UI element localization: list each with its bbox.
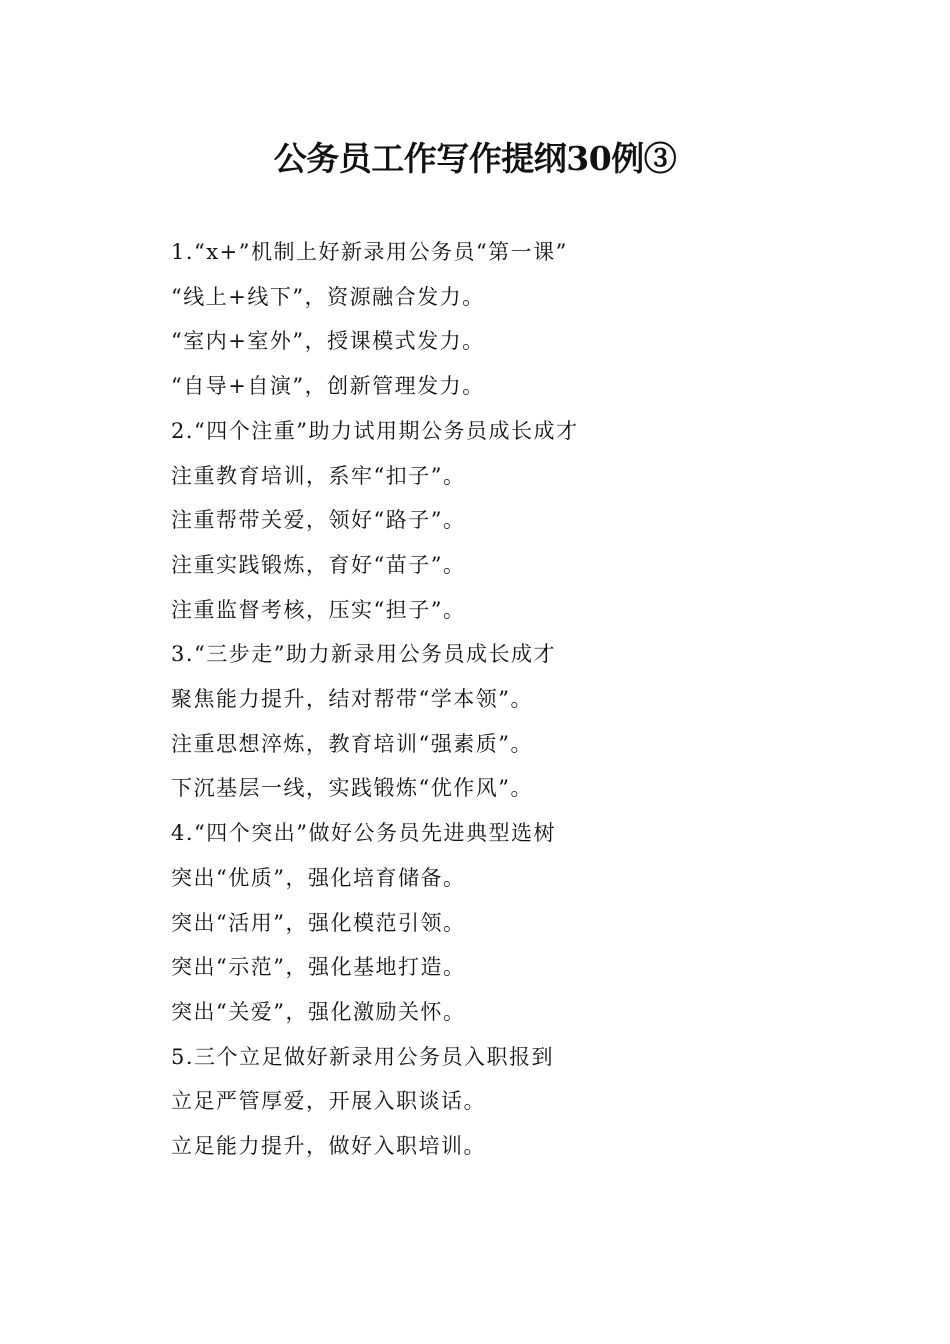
text-line: 注重教育培训，系牢“扣子”。 — [171, 463, 466, 488]
text-line: 下沉基层一线，实践锻炼“优作风”。 — [171, 776, 533, 801]
text-line: 突出“优质”，强化培育储备。 — [171, 865, 466, 890]
heading-line: 5.三个立足做好新录用公务员入职报到 — [171, 1044, 555, 1069]
document-title: 公务员工作写作提纲30例③ — [273, 139, 677, 178]
heading-line: 1.“x+”机制上好新录用公务员“第一课” — [171, 240, 568, 264]
text-line: 注重思想淬炼，教育培训“强素质”。 — [171, 731, 533, 756]
text-line: 突出“示范”，强化基地打造。 — [171, 955, 466, 980]
text-line: 立足严管厚爱，开展入职谈话。 — [171, 1089, 486, 1114]
text-line: 突出“关爱”，强化激励关怀。 — [171, 999, 466, 1024]
text-line: 注重帮带关爱，领好“路子”。 — [171, 508, 466, 533]
heading-line: 2.“四个注重”助力试用期公务员成长成才 — [171, 418, 579, 443]
heading-line: 4.“四个突出”做好公务员先进典型选树 — [171, 821, 557, 846]
text-line: “室内+室外”，授课模式发力。 — [171, 329, 485, 354]
text-line: 注重实践锻炼，育好“苗子”。 — [171, 552, 466, 577]
text-line: 立足能力提升，做好入职培训。 — [171, 1134, 486, 1159]
document-body — [171, 230, 811, 1169]
text-line: 聚焦能力提升，结对帮带“学本领”。 — [171, 687, 533, 712]
text-line: 突出“活用”，强化模范引领。 — [171, 910, 466, 935]
text-line: “线上+线下”，资源融合发力。 — [171, 284, 485, 309]
text-line: “自导+自演”，创新管理发力。 — [171, 374, 485, 399]
text-line: 注重监督考核，压实“担子”。 — [171, 597, 466, 622]
heading-line: 3.“三步走”助力新录用公务员成长成才 — [171, 642, 557, 667]
